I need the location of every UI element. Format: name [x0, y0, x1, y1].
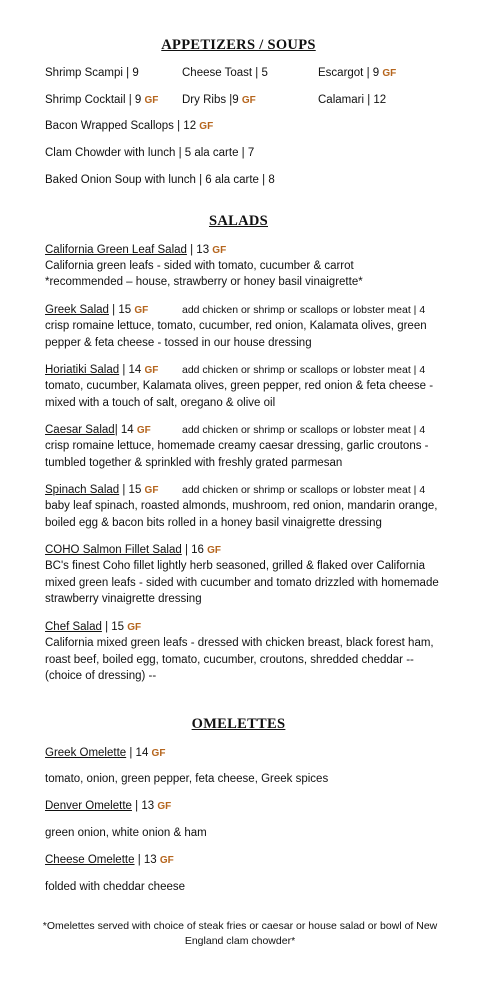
item-name: Horiatiki Salad — [45, 364, 120, 376]
menu-item-cheese-omelette — [45, 852, 174, 869]
item-text: Shrimp Cocktail | 9 — [45, 94, 142, 106]
item-text: Shrimp Scampi | 9 — [45, 67, 139, 79]
item-name: Caesar Salad — [45, 424, 115, 436]
section-heading-salads: SALADS — [208, 213, 268, 229]
menu-item-calamari — [318, 92, 386, 108]
gf-badge: GF — [207, 545, 222, 556]
menu-item-denver-omelette — [45, 798, 171, 815]
item-price: | 15 — [108, 304, 132, 316]
item-name: Cheese Omelette — [45, 854, 135, 866]
item-text: Calamari | 12 — [318, 94, 387, 106]
item-price: | 15 — [101, 621, 125, 633]
menu-item-greek-omelette — [45, 745, 165, 762]
item-description: crisp romaine lettuce, tomato, cucumber, red onion, Kalamata olives, green pepper & feta cheese - tossed in our house dressing — [45, 320, 427, 349]
menu-item-caesar-salad — [45, 422, 151, 439]
item-price: | 15 — [119, 484, 142, 496]
gf-badge: GF — [212, 245, 227, 256]
item-addon: add chicken or shrimp or scallops or lobster meat | 4 — [182, 484, 426, 496]
gf-badge: GF — [159, 855, 174, 866]
menu-item-onion-soup: Baked Onion Soup with lunch | 6 ala carte | 8 — [45, 174, 275, 186]
item-name: Denver Omelette — [45, 800, 132, 812]
gf-badge: GF — [144, 485, 159, 496]
menu-item-escargot — [318, 65, 396, 82]
item-description: green onion, white onion & ham — [45, 827, 207, 839]
item-price: | 13 — [134, 854, 157, 866]
item-price: | 16 — [181, 544, 204, 556]
menu-item-horiatiki-salad — [45, 362, 158, 379]
omelette-footnote: *Omelettes served with choice of steak fries or caesar or house salad or bowl of New England clam chowder* — [42, 920, 438, 947]
item-text: Bacon Wrapped Scallops | 12 — [45, 120, 197, 132]
section-heading-appetizers: APPETIZERS / SOUPS — [161, 37, 316, 53]
gf-badge: GF — [134, 305, 149, 316]
menu-item-bacon-scallops — [45, 118, 213, 135]
item-text: Escargot | 9 — [318, 67, 380, 79]
gf-badge: GF — [144, 365, 159, 376]
menu-item-chef-salad — [45, 619, 141, 636]
gf-badge: GF — [144, 95, 159, 106]
gf-badge: GF — [382, 68, 397, 79]
item-description: California green leafs - sided with tomato, cucumber & carrot — [45, 260, 354, 272]
item-description: tomato, cucumber, Kalamata olives, green pepper, red onion & feta cheese - mixed with a touch of salt, oregano & olive oil — [45, 380, 434, 409]
gf-badge: GF — [127, 622, 142, 633]
item-description: crisp romaine lettuce, homemade creamy caesar dressing, garlic croutons - tumbled together & sprinkled with freshly grated parmesan — [45, 440, 429, 469]
item-name: Spinach Salad — [45, 484, 120, 496]
gf-badge: GF — [151, 748, 166, 759]
gf-badge: GF — [199, 121, 214, 132]
item-name: California Green Leaf Salad — [45, 244, 187, 256]
gf-badge: GF — [157, 801, 172, 812]
item-price: | 14 — [119, 364, 142, 376]
gf-badge: GF — [136, 425, 151, 436]
item-addon: add chicken or shrimp or scallops or lobster meat | 4 — [182, 304, 426, 316]
item-description: tomato, onion, green pepper, feta cheese, Greek spices — [45, 773, 329, 785]
menu-item-dry-ribs — [182, 92, 256, 109]
item-name: Greek Salad — [45, 304, 109, 316]
menu-item-coho-salmon-salad — [45, 542, 221, 559]
item-description: California mixed green leafs - dressed with chicken breast, black forest ham, roast beef, boiled egg, tomato, cucumber, croutons, shredded cheddar -- (choice of dressing) -- — [45, 637, 434, 682]
item-description: baby leaf spinach, roasted almonds, mushroom, red onion, mandarin orange, boiled egg & bacon bits rolled in a honey basil vinaigrette dressing — [45, 500, 438, 529]
menu-item-greek-salad — [45, 302, 148, 319]
item-name: Chef Salad — [45, 621, 102, 633]
item-price: | 13 — [186, 244, 210, 256]
menu-item-clam-chowder: Clam Chowder with lunch | 5 ala carte | 7 — [45, 147, 255, 159]
menu-item-cheese-toast — [182, 65, 268, 81]
item-description: folded with cheddar cheese — [45, 881, 186, 893]
item-text: Dry Ribs |9 — [182, 94, 239, 106]
item-name: Greek Omelette — [45, 747, 127, 759]
menu-item-shrimp-cocktail — [45, 92, 158, 109]
item-addon: add chicken or shrimp or scallops or lobster meat | 4 — [182, 364, 426, 376]
item-addon: add chicken or shrimp or scallops or lobster meat | 4 — [182, 424, 426, 436]
item-recommendation: *recommended – house, strawberry or honey basil vinaigrette* — [45, 276, 363, 288]
item-text: Cheese Toast | 5 — [182, 67, 268, 79]
item-name: COHO Salmon Fillet Salad — [45, 544, 182, 556]
menu-item-spinach-salad — [45, 482, 158, 499]
menu-item-shrimp-scampi — [45, 65, 139, 81]
item-description: BC's finest Coho fillet lightly herb seasoned, grilled & flaked over California mixed green leafs - sided with cucumber and tomato drizzled with homemade strawberry vinaigrette dressing — [45, 560, 439, 605]
menu-item-california-salad — [45, 242, 226, 259]
gf-badge: GF — [241, 95, 256, 106]
section-heading-omelettes: OMELETTES — [191, 716, 286, 732]
item-price: | 14 — [114, 424, 134, 436]
item-price: | 13 — [131, 800, 155, 812]
item-price: | 14 — [126, 747, 149, 759]
